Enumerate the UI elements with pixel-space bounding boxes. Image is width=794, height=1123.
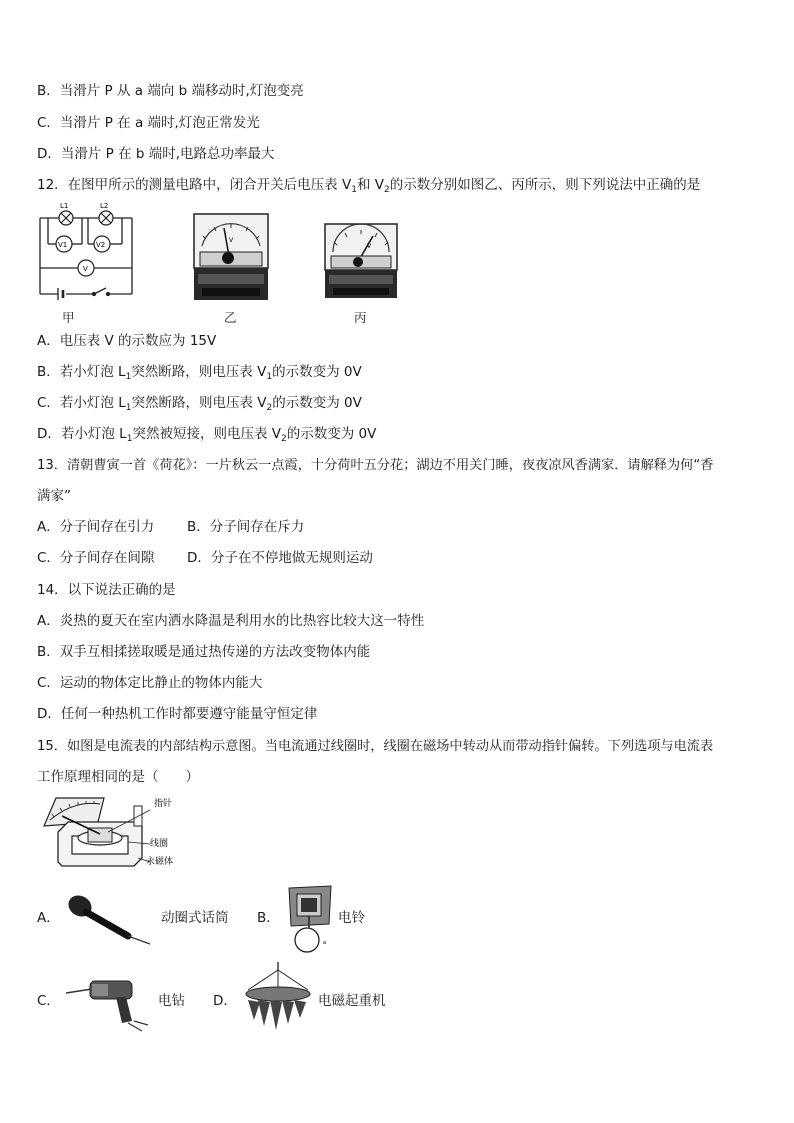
q14-option-a: A．炎热的夏天在室内洒水降温是利用水的比热容比较大这一特性 <box>37 613 425 629</box>
q12-stem: 12．在图甲所示的测量电路中，闭合开关后电压表 $V_1$和 $V_2$的示数分别如图乙、丙所示，则下列说法中正确的是 <box>37 177 701 195</box>
label-l1: L1 <box>60 202 69 210</box>
svg-text:V: V <box>367 243 372 250</box>
q14-option-b: B．双手互相揉搓取暖是通过热传递的方法改变物体内能 <box>37 644 371 660</box>
q14-stem: 14．以下说法正确的是 <box>37 582 176 598</box>
q11-option-d: D．当滑片 P 在 b 端时,电路总功率最大 <box>37 146 275 162</box>
q15-option-a-text: 动圈式话筒 <box>161 910 229 926</box>
q15-option-b-letter: B． <box>257 910 280 926</box>
figure-label-jia: 甲 <box>62 310 75 325</box>
svg-text:V: V <box>229 237 234 244</box>
q15-option-c-letter: C． <box>37 993 60 1009</box>
q11-option-c: C．当滑片 P 在 a 端时,灯泡正常发光 <box>37 115 260 131</box>
electric-drill-icon <box>62 965 152 1033</box>
q13-stem-line2: 满家” <box>37 488 71 504</box>
q12-option-c: C．若小灯泡 $L_1$突然断路，则电压表 $V_2$的示数变为 0V <box>37 395 362 413</box>
label-l2: L2 <box>100 202 109 210</box>
q14-option-d: D．任何一种热机工作时都要遵守能量守恒定律 <box>37 706 318 722</box>
q12-option-b: B．若小灯泡 $L_1$突然断路，则电压表 $V_1$的示数变为 0V <box>37 364 362 382</box>
label-magnet: 永磁体 <box>146 857 174 867</box>
label-v1: V1 <box>58 241 68 249</box>
q15-option-a-letter: A． <box>37 910 60 926</box>
electromagnetic-crane-icon <box>238 960 318 1040</box>
q13-option-a: A．分子间存在引力 <box>37 519 155 535</box>
q15-stem-line2: 工作原理相同的是（ ） <box>37 769 199 785</box>
lamp-l1-icon <box>59 211 73 225</box>
q13-stem-line1: 13．清朝曹寅一首《荷花》：一片秋云一点霞，十分荷叶五分花；湖边不用关门睡，夜夜凉风香满家．请解释为何“香 <box>37 458 714 473</box>
svg-text:a: a <box>323 940 327 946</box>
figure-label-yi: 乙 <box>224 310 237 325</box>
microphone-icon <box>60 890 155 948</box>
q15-option-d-text: 电磁起重机 <box>318 993 386 1009</box>
q14-option-c: C．运动的物体定比静止的物体内能大 <box>37 675 263 691</box>
q15-stem-line1: 15．如图是电流表的内部结构示意图。当电流通过线圈时，线圈在磁场中转动从而带动指针偏转。下列选项与电流表 <box>37 739 714 754</box>
q15-option-c-text: 电钻 <box>158 993 185 1009</box>
q13-option-b: B．分子间存在斥力 <box>187 519 305 535</box>
voltmeter-bing-icon <box>323 222 399 302</box>
figure-label-bing: 丙 <box>354 310 367 325</box>
q13-option-c: C．分子间存在间隙 <box>37 550 155 566</box>
label-v2: V2 <box>96 241 106 249</box>
circuit-diagram <box>36 200 136 300</box>
q12-option-a: A．电压表 V 的示数应为 15V <box>37 333 217 349</box>
label-v: V <box>83 265 88 273</box>
voltmeter-yi-icon <box>192 212 270 304</box>
q13-option-d: D．分子在不停地做无规则运动 <box>187 550 373 566</box>
q15-option-b-text: 电铃 <box>338 910 365 926</box>
q11-option-b: B．当滑片 P 从 a 端向 b 端移动时,灯泡变亮 <box>37 83 304 99</box>
q12-option-d: D．若小灯泡 $L_1$突然被短接，则电压表 $V_2$的示数变为 0V <box>37 426 377 444</box>
label-coil: 线圈 <box>150 839 169 849</box>
ammeter-structure-figure <box>38 792 188 874</box>
label-pointer: 指针 <box>154 799 173 809</box>
electric-bell-icon <box>283 884 339 954</box>
q15-option-d-letter: D． <box>213 993 237 1009</box>
lamp-l2-icon <box>99 211 113 225</box>
